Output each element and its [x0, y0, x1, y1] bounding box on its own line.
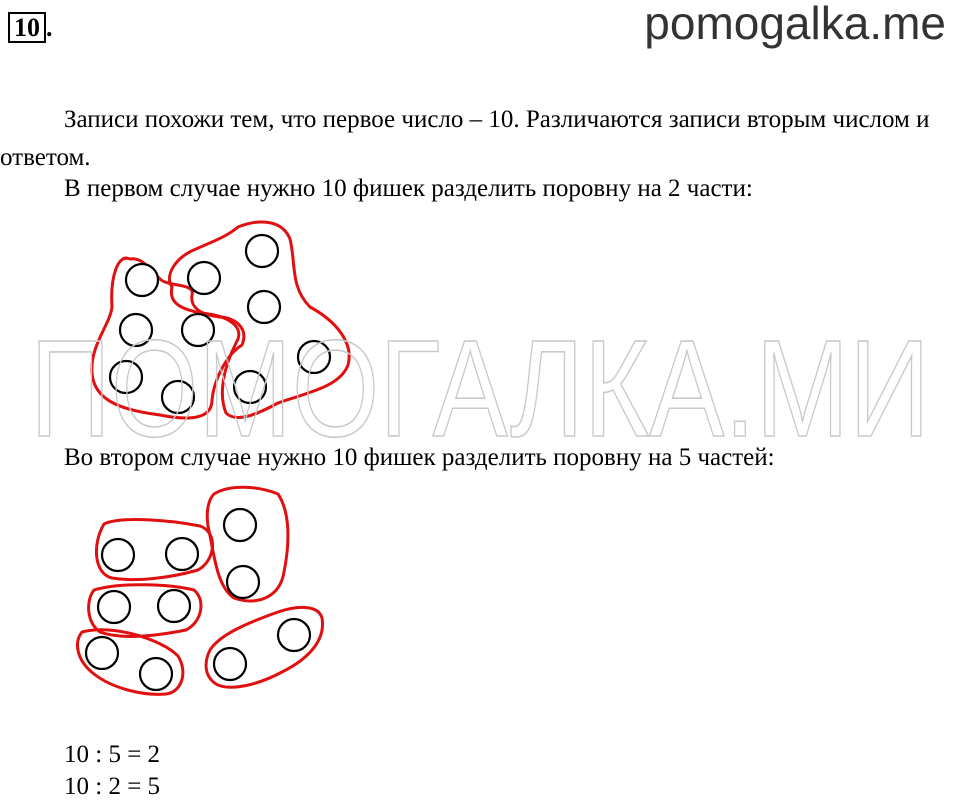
equation-2: 10 : 2 = 5	[64, 773, 161, 800]
chip	[278, 619, 310, 651]
paragraph-case-five-parts: Во втором случае нужно 10 фишек разделить поровну на 5 частей:	[64, 444, 775, 471]
chip	[86, 637, 118, 669]
chip	[162, 381, 194, 413]
chip	[126, 264, 158, 296]
chip	[298, 341, 330, 373]
site-name: pomogalka.me	[644, 0, 946, 49]
task-number	[8, 12, 53, 43]
chip	[214, 648, 246, 680]
paragraph-similarity: Записи похожи тем, что первое число – 10. Различаются записи вторым числом и ответом.	[0, 106, 930, 171]
chip	[248, 291, 280, 323]
task-number-box: 10	[8, 12, 46, 43]
chip	[246, 235, 278, 267]
chip	[158, 590, 190, 622]
chip	[188, 262, 220, 294]
chip	[110, 361, 142, 393]
chip	[98, 591, 130, 623]
paragraph-case-two-parts: В первом случае нужно 10 фишек разделить поровну на 2 части:	[64, 175, 753, 202]
chip	[166, 538, 198, 570]
figure-two-groups	[80, 215, 370, 430]
chip	[120, 314, 152, 346]
watermark-text: ПОМОГАЛКА.МИ	[30, 330, 931, 450]
chip	[234, 371, 266, 403]
chip	[140, 658, 172, 690]
chip	[102, 539, 134, 571]
equation-1: 10 : 5 = 2	[64, 741, 161, 768]
chip	[227, 566, 259, 598]
chip	[224, 509, 256, 541]
figure-five-groups	[70, 482, 335, 702]
task-number-dot: .	[46, 13, 53, 42]
chip	[182, 314, 214, 346]
